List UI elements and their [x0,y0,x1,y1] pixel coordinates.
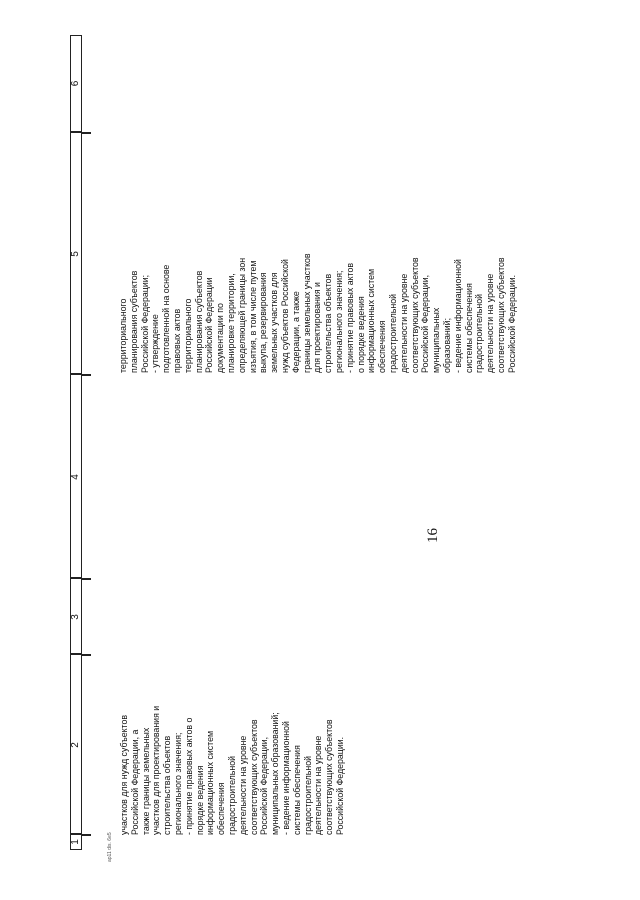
column-2-line: градостроительной [226,755,237,835]
column-2-line: Российской Федерации. [334,736,345,835]
column-2-line: Российской Федерации, а [129,729,140,835]
column-5-line: системы обеспечения [463,283,474,373]
column-5-line: для проектирования и [312,282,323,373]
column-tick [82,375,91,377]
column-2-text [119,706,346,835]
column-2-line: строительства объектов [162,735,173,835]
column-number-2: 2 [70,742,81,748]
scan-note: ap11 dis. 6e5 [107,832,113,862]
column-5-line: градостроительной [474,293,485,373]
column-5-line: муниципальных [431,307,442,373]
column-2-line: Российской Федерации, [259,736,270,835]
column-5-line: определяющей границы зон [236,257,247,373]
column-2-line: - принятие правовых актов о [183,717,194,835]
column-2-line: системы обеспечения [291,745,302,835]
column-5-line: деятельности на уровне [398,273,409,373]
rotated-table [70,0,640,850]
column-5-line: территориального [182,298,193,373]
column-5-line: - принятие правовых актов [344,262,355,373]
column-number-3: 3 [70,614,81,620]
column-5-line: земельных участков для [269,272,280,373]
table-header-row [70,35,82,850]
column-5-line: планировке территории, [225,273,236,373]
column-5-line: о порядке ведения [355,296,366,373]
column-5-line: изъятия, в том числе путем [247,260,258,373]
column-2-line: обеспечения [216,782,227,835]
column-5-line: документации по [215,303,226,373]
column-tick [82,835,91,837]
column-2-line: муниципальных образований; [270,712,281,835]
column-2-line: деятельности на уровне [237,735,248,835]
column-5-line: - утверждение [150,314,161,373]
column-5-line: Российской Федерации, [420,274,431,373]
column-2-line: - ведение информационной [280,721,291,835]
column-5-line: Федерации, а также [290,291,301,373]
column-5-line: выкупа, резервирования [258,272,269,373]
column-5-line: информационных систем [366,268,377,373]
column-5-line: строительства объектов [323,273,334,373]
column-5-line: границы земельных участков [301,253,312,373]
column-2-line: деятельности на уровне [313,735,324,835]
column-5-line: территориального [118,298,128,373]
column-5-line: образований; [441,317,452,373]
column-5-line: обеспечения [377,320,388,373]
column-tick [82,655,91,657]
column-2-line: порядке ведения [194,765,205,835]
column-2-line: информационных систем [205,730,216,835]
column-number-6: 6 [70,80,81,87]
column-2-line: участков для проектирования и [151,705,162,835]
column-5-line: соответствующих субъектов [409,257,420,373]
column-5-line: Российской Федерации [204,277,215,373]
page-number: 16 [425,528,441,543]
column-5-line: градостроительной [387,293,398,373]
column-tick [82,579,91,581]
column-5-line: Российской Федерации. [506,274,517,373]
column-number-1: 1 [70,839,81,845]
column-2-line: соответствующих субъектов [248,719,259,835]
column-5-line: деятельности на уровне [485,273,496,373]
column-5-line: подготовленной на основе [161,264,172,373]
column-2-line: также границы земельных [140,727,151,835]
column-5-line: - ведение информационной [452,259,463,373]
column-2-line: соответствующих субъектов [324,719,335,835]
column-5-line: регионального значения; [333,270,344,373]
column-5-line: нужд субъектов Российской [279,259,290,373]
column-2-line: градостроительной [302,755,313,835]
column-5-text [118,253,517,373]
column-2-line: участков для нужд субъектов [119,714,129,835]
column-5-line: соответствующих субъектов [495,257,506,373]
column-number-4: 4 [70,474,81,480]
column-5-line: Российской Федерации; [139,274,150,373]
column-tick [82,133,91,135]
column-5-line: правовых актов [171,308,182,373]
column-2-line: регионального значения; [172,732,183,835]
column-number-5: 5 [70,251,81,257]
column-5-line: планирования субъектов [128,270,139,373]
column-5-line: планирования субъектов [193,270,204,373]
